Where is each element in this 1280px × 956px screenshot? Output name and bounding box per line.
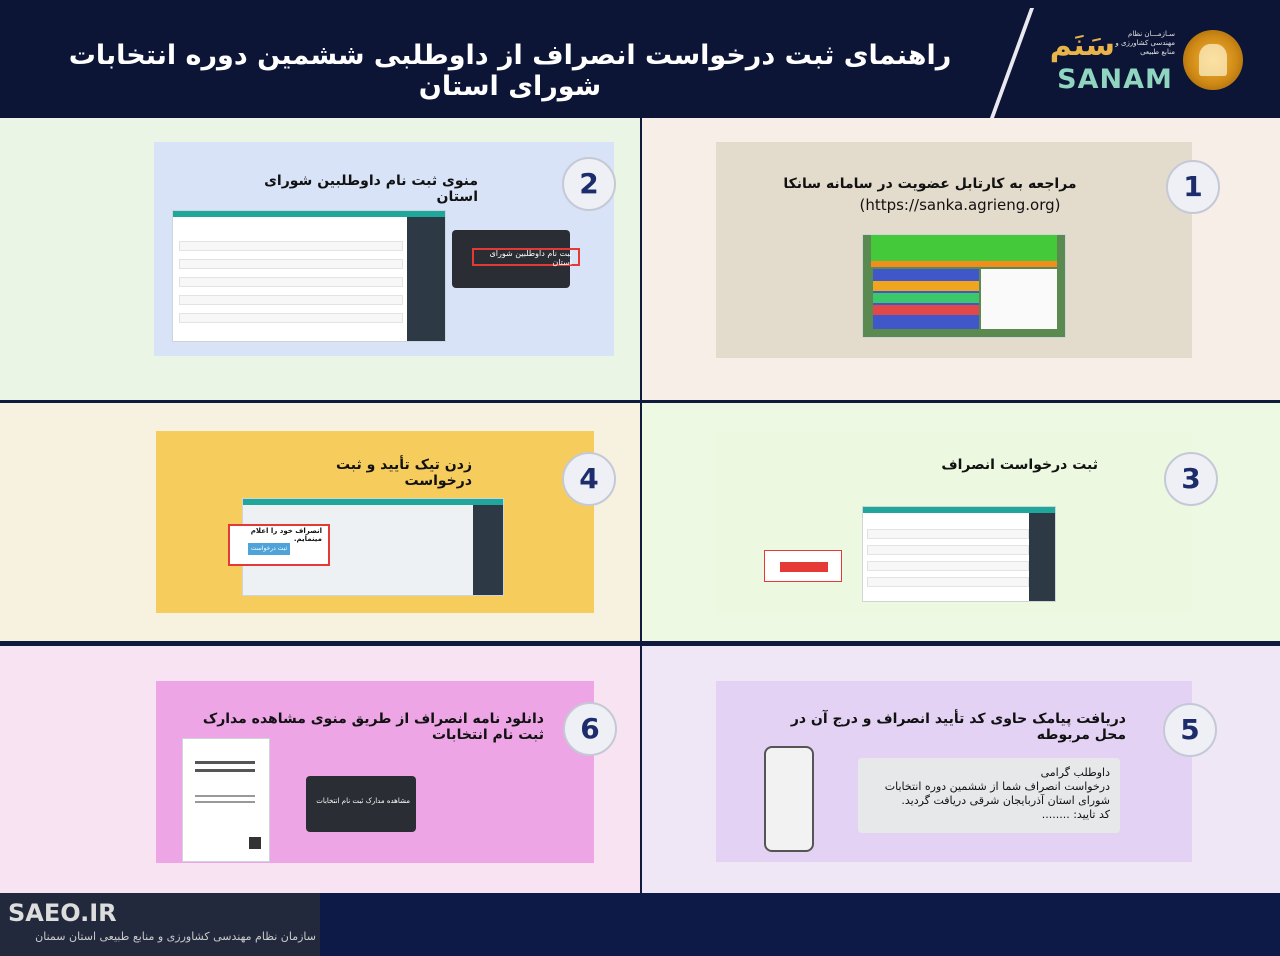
step-6-caption: دانلود نامه انصراف از طریق منوی مشاهده مدارک ثبت نام انتخابات: [202, 711, 544, 743]
logo-en: SANAM: [1057, 64, 1173, 95]
watermark-site: SAEO.IR: [8, 899, 117, 927]
sms-line-3: شورای استان آذربایجان شرقی دریافت گردید.: [901, 794, 1110, 807]
topbar: [173, 211, 445, 217]
sms-message: [858, 758, 1120, 833]
step-4-caption: زدن تیک تأیید و ثبت درخواست: [335, 457, 472, 489]
phone-image: [764, 746, 814, 852]
step-2-number: 2: [562, 157, 616, 211]
step-3-caption: ثبت درخواست انصراف: [941, 457, 1098, 473]
watermark: [0, 893, 320, 956]
step-1-number: 1: [1166, 160, 1220, 214]
step-4-number: 4: [562, 452, 616, 506]
step-6-menu-item: مشاهده مدارک ثبت نام انتخابات: [316, 797, 410, 805]
step-3-number: 3: [1164, 452, 1218, 506]
sms-line-4: کد تایید: ........: [1041, 808, 1110, 821]
step-5-caption: دریافت پیامک حاوی کد تأیید انصراف و درج آن در محل مربوطه: [790, 711, 1126, 743]
page-title: راهنمای ثبت درخواست انصراف از داوطلبی ششمین دوره انتخابات شورای استان: [68, 40, 952, 102]
emblem-icon: [1183, 30, 1243, 90]
sms-line-2: درخواست انصراف شما از ششمین دوره انتخابات: [884, 780, 1110, 793]
sidebar: [407, 217, 445, 341]
step-1-screenshot: [862, 234, 1066, 338]
step-2-caption: منوی ثبت نام داوطلبین شورای استان: [264, 173, 478, 205]
step-1-caption: مراجعه به کارتابل عضویت در سامانه سانکا: [783, 176, 1077, 192]
step-4-checkbox-label: انصراف خود را اعلام مینمایم.: [250, 527, 322, 543]
step-1-url: (https://sanka.agrieng.org): [859, 196, 1061, 214]
withdrawal-letter-image: [182, 738, 270, 862]
sms-line-1: داوطلب گرامی: [1040, 766, 1110, 779]
step-3-button-zoom: [780, 562, 828, 572]
header: [0, 0, 1280, 118]
step-6-number: 6: [563, 702, 617, 756]
step-3-screenshot: [862, 506, 1056, 602]
step-4-submit-button[interactable]: ثبت درخواست: [248, 543, 290, 555]
logo-small-text: سـازمـــان نظام مهندسی کشاورزی و منابع طبیعی: [1115, 30, 1175, 56]
step-2-screenshot: [172, 210, 446, 342]
step-5-number: 5: [1163, 703, 1217, 757]
divider: [990, 8, 1034, 118]
watermark-org: سازمان نظام مهندسی کشاورزی و منابع طبیعی استان سمنان: [35, 930, 316, 943]
logo-fa: سَنَم: [1049, 28, 1115, 63]
step-2-menu-item: ثبت نام داوطلبین شورای استان: [489, 249, 572, 267]
